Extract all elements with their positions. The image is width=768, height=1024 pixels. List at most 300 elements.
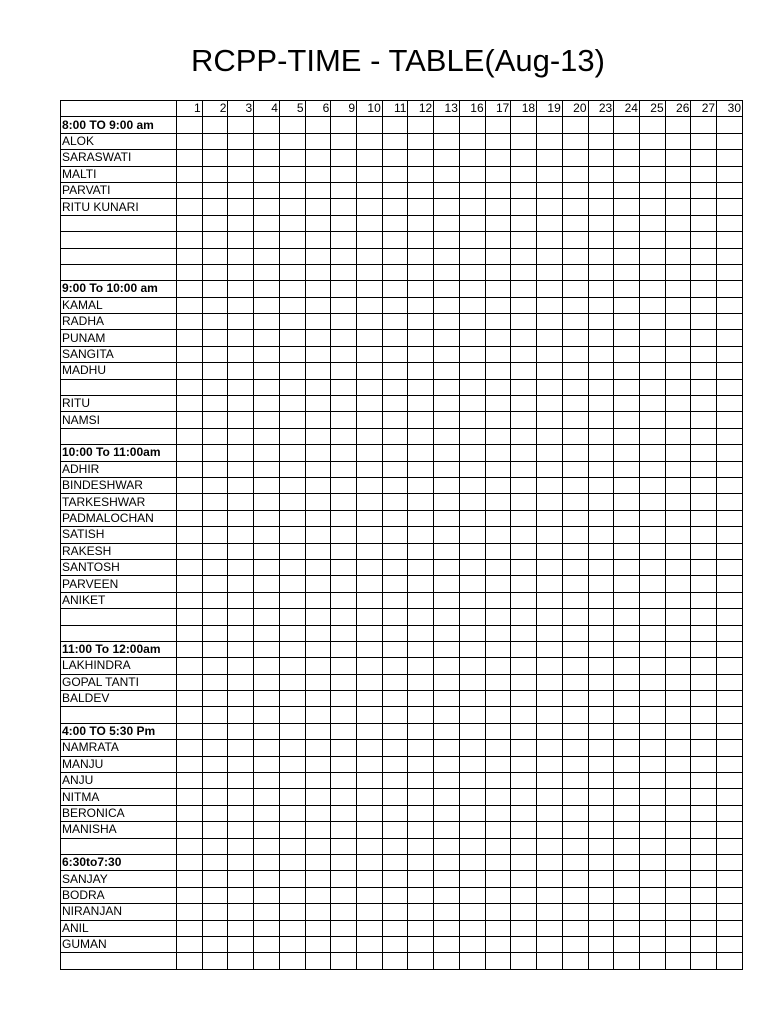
attendance-cell[interactable] bbox=[305, 215, 331, 231]
attendance-cell[interactable] bbox=[588, 871, 614, 887]
attendance-cell[interactable] bbox=[614, 674, 640, 690]
attendance-cell[interactable] bbox=[562, 182, 588, 198]
attendance-cell[interactable] bbox=[434, 363, 460, 379]
attendance-cell[interactable] bbox=[691, 674, 717, 690]
attendance-cell[interactable] bbox=[639, 936, 665, 952]
attendance-cell[interactable] bbox=[434, 461, 460, 477]
attendance-cell[interactable] bbox=[279, 756, 305, 772]
attendance-cell[interactable] bbox=[459, 887, 485, 903]
attendance-cell[interactable] bbox=[177, 396, 203, 412]
attendance-cell[interactable] bbox=[228, 691, 254, 707]
attendance-cell[interactable] bbox=[434, 723, 460, 739]
attendance-cell[interactable] bbox=[331, 527, 357, 543]
attendance-cell[interactable] bbox=[665, 723, 691, 739]
attendance-cell[interactable] bbox=[562, 854, 588, 870]
attendance-cell[interactable] bbox=[357, 314, 383, 330]
attendance-cell[interactable] bbox=[537, 592, 563, 608]
attendance-cell[interactable] bbox=[691, 756, 717, 772]
attendance-cell[interactable] bbox=[331, 346, 357, 362]
attendance-cell[interactable] bbox=[202, 904, 228, 920]
attendance-cell[interactable] bbox=[639, 707, 665, 723]
attendance-cell[interactable] bbox=[434, 592, 460, 608]
attendance-cell[interactable] bbox=[691, 887, 717, 903]
attendance-cell[interactable] bbox=[511, 297, 537, 313]
attendance-cell[interactable] bbox=[279, 740, 305, 756]
attendance-cell[interactable] bbox=[588, 936, 614, 952]
attendance-cell[interactable] bbox=[408, 314, 434, 330]
attendance-cell[interactable] bbox=[434, 854, 460, 870]
attendance-cell[interactable] bbox=[511, 674, 537, 690]
attendance-cell[interactable] bbox=[331, 789, 357, 805]
attendance-cell[interactable] bbox=[408, 723, 434, 739]
attendance-cell[interactable] bbox=[357, 232, 383, 248]
attendance-cell[interactable] bbox=[562, 871, 588, 887]
attendance-cell[interactable] bbox=[588, 330, 614, 346]
attendance-cell[interactable] bbox=[614, 150, 640, 166]
attendance-cell[interactable] bbox=[331, 461, 357, 477]
attendance-cell[interactable] bbox=[434, 215, 460, 231]
attendance-cell[interactable] bbox=[691, 215, 717, 231]
attendance-cell[interactable] bbox=[691, 773, 717, 789]
attendance-cell[interactable] bbox=[537, 559, 563, 575]
attendance-cell[interactable] bbox=[331, 592, 357, 608]
attendance-cell[interactable] bbox=[434, 953, 460, 969]
attendance-cell[interactable] bbox=[202, 658, 228, 674]
attendance-cell[interactable] bbox=[614, 789, 640, 805]
attendance-cell[interactable] bbox=[485, 330, 511, 346]
attendance-cell[interactable] bbox=[177, 281, 203, 297]
attendance-cell[interactable] bbox=[228, 150, 254, 166]
attendance-cell[interactable] bbox=[202, 117, 228, 133]
attendance-cell[interactable] bbox=[382, 215, 408, 231]
attendance-cell[interactable] bbox=[331, 281, 357, 297]
attendance-cell[interactable] bbox=[665, 314, 691, 330]
attendance-cell[interactable] bbox=[537, 363, 563, 379]
attendance-cell[interactable] bbox=[639, 805, 665, 821]
attendance-cell[interactable] bbox=[434, 346, 460, 362]
attendance-cell[interactable] bbox=[177, 117, 203, 133]
attendance-cell[interactable] bbox=[691, 723, 717, 739]
attendance-cell[interactable] bbox=[691, 297, 717, 313]
attendance-cell[interactable] bbox=[639, 346, 665, 362]
attendance-cell[interactable] bbox=[331, 215, 357, 231]
attendance-cell[interactable] bbox=[511, 477, 537, 493]
attendance-cell[interactable] bbox=[305, 887, 331, 903]
attendance-cell[interactable] bbox=[305, 182, 331, 198]
attendance-cell[interactable] bbox=[331, 904, 357, 920]
attendance-cell[interactable] bbox=[177, 379, 203, 395]
attendance-cell[interactable] bbox=[254, 592, 280, 608]
attendance-cell[interactable] bbox=[202, 379, 228, 395]
attendance-cell[interactable] bbox=[691, 822, 717, 838]
attendance-cell[interactable] bbox=[459, 641, 485, 657]
attendance-cell[interactable] bbox=[331, 428, 357, 444]
attendance-cell[interactable] bbox=[408, 805, 434, 821]
attendance-cell[interactable] bbox=[434, 625, 460, 641]
attendance-cell[interactable] bbox=[717, 215, 743, 231]
attendance-cell[interactable] bbox=[357, 166, 383, 182]
attendance-cell[interactable] bbox=[614, 510, 640, 526]
attendance-cell[interactable] bbox=[202, 182, 228, 198]
attendance-cell[interactable] bbox=[717, 346, 743, 362]
attendance-cell[interactable] bbox=[357, 740, 383, 756]
attendance-cell[interactable] bbox=[665, 953, 691, 969]
attendance-cell[interactable] bbox=[537, 740, 563, 756]
attendance-cell[interactable] bbox=[614, 363, 640, 379]
attendance-cell[interactable] bbox=[331, 854, 357, 870]
attendance-cell[interactable] bbox=[665, 641, 691, 657]
attendance-cell[interactable] bbox=[639, 609, 665, 625]
attendance-cell[interactable] bbox=[588, 789, 614, 805]
attendance-cell[interactable] bbox=[665, 543, 691, 559]
attendance-cell[interactable] bbox=[254, 723, 280, 739]
attendance-cell[interactable] bbox=[228, 576, 254, 592]
attendance-cell[interactable] bbox=[228, 445, 254, 461]
attendance-cell[interactable] bbox=[382, 740, 408, 756]
attendance-cell[interactable] bbox=[331, 248, 357, 264]
attendance-cell[interactable] bbox=[177, 854, 203, 870]
attendance-cell[interactable] bbox=[562, 592, 588, 608]
attendance-cell[interactable] bbox=[717, 707, 743, 723]
attendance-cell[interactable] bbox=[562, 281, 588, 297]
attendance-cell[interactable] bbox=[408, 133, 434, 149]
attendance-cell[interactable] bbox=[614, 838, 640, 854]
attendance-cell[interactable] bbox=[665, 182, 691, 198]
attendance-cell[interactable] bbox=[279, 314, 305, 330]
attendance-cell[interactable] bbox=[305, 428, 331, 444]
attendance-cell[interactable] bbox=[588, 314, 614, 330]
attendance-cell[interactable] bbox=[202, 281, 228, 297]
attendance-cell[interactable] bbox=[691, 838, 717, 854]
attendance-cell[interactable] bbox=[228, 363, 254, 379]
attendance-cell[interactable] bbox=[588, 379, 614, 395]
attendance-cell[interactable] bbox=[434, 576, 460, 592]
attendance-cell[interactable] bbox=[434, 641, 460, 657]
attendance-cell[interactable] bbox=[434, 297, 460, 313]
attendance-cell[interactable] bbox=[254, 609, 280, 625]
attendance-cell[interactable] bbox=[485, 920, 511, 936]
attendance-cell[interactable] bbox=[331, 576, 357, 592]
attendance-cell[interactable] bbox=[434, 773, 460, 789]
attendance-cell[interactable] bbox=[279, 773, 305, 789]
attendance-cell[interactable] bbox=[408, 379, 434, 395]
attendance-cell[interactable] bbox=[357, 920, 383, 936]
attendance-cell[interactable] bbox=[537, 805, 563, 821]
attendance-cell[interactable] bbox=[614, 412, 640, 428]
attendance-cell[interactable] bbox=[305, 527, 331, 543]
attendance-cell[interactable] bbox=[177, 428, 203, 444]
attendance-cell[interactable] bbox=[537, 428, 563, 444]
attendance-cell[interactable] bbox=[228, 461, 254, 477]
attendance-cell[interactable] bbox=[408, 756, 434, 772]
attendance-cell[interactable] bbox=[382, 674, 408, 690]
attendance-cell[interactable] bbox=[459, 592, 485, 608]
attendance-cell[interactable] bbox=[485, 461, 511, 477]
attendance-cell[interactable] bbox=[459, 756, 485, 772]
attendance-cell[interactable] bbox=[485, 428, 511, 444]
attendance-cell[interactable] bbox=[537, 166, 563, 182]
attendance-cell[interactable] bbox=[665, 281, 691, 297]
attendance-cell[interactable] bbox=[202, 707, 228, 723]
attendance-cell[interactable] bbox=[408, 641, 434, 657]
attendance-cell[interactable] bbox=[562, 691, 588, 707]
attendance-cell[interactable] bbox=[665, 150, 691, 166]
attendance-cell[interactable] bbox=[639, 363, 665, 379]
attendance-cell[interactable] bbox=[485, 822, 511, 838]
attendance-cell[interactable] bbox=[408, 854, 434, 870]
attendance-cell[interactable] bbox=[331, 166, 357, 182]
attendance-cell[interactable] bbox=[305, 658, 331, 674]
attendance-cell[interactable] bbox=[202, 314, 228, 330]
attendance-cell[interactable] bbox=[357, 346, 383, 362]
attendance-cell[interactable] bbox=[639, 166, 665, 182]
attendance-cell[interactable] bbox=[408, 166, 434, 182]
attendance-cell[interactable] bbox=[459, 297, 485, 313]
attendance-cell[interactable] bbox=[305, 412, 331, 428]
attendance-cell[interactable] bbox=[588, 592, 614, 608]
attendance-cell[interactable] bbox=[485, 248, 511, 264]
attendance-cell[interactable] bbox=[228, 510, 254, 526]
attendance-cell[interactable] bbox=[305, 477, 331, 493]
attendance-cell[interactable] bbox=[485, 740, 511, 756]
attendance-cell[interactable] bbox=[588, 691, 614, 707]
attendance-cell[interactable] bbox=[562, 232, 588, 248]
attendance-cell[interactable] bbox=[691, 477, 717, 493]
attendance-cell[interactable] bbox=[614, 117, 640, 133]
attendance-cell[interactable] bbox=[588, 232, 614, 248]
attendance-cell[interactable] bbox=[562, 527, 588, 543]
attendance-cell[interactable] bbox=[279, 412, 305, 428]
attendance-cell[interactable] bbox=[511, 658, 537, 674]
attendance-cell[interactable] bbox=[382, 559, 408, 575]
attendance-cell[interactable] bbox=[357, 133, 383, 149]
attendance-cell[interactable] bbox=[228, 281, 254, 297]
attendance-cell[interactable] bbox=[279, 379, 305, 395]
attendance-cell[interactable] bbox=[177, 658, 203, 674]
attendance-cell[interactable] bbox=[588, 150, 614, 166]
attendance-cell[interactable] bbox=[305, 609, 331, 625]
attendance-cell[interactable] bbox=[202, 723, 228, 739]
attendance-cell[interactable] bbox=[228, 641, 254, 657]
attendance-cell[interactable] bbox=[717, 936, 743, 952]
attendance-cell[interactable] bbox=[717, 330, 743, 346]
attendance-cell[interactable] bbox=[305, 346, 331, 362]
attendance-cell[interactable] bbox=[665, 576, 691, 592]
attendance-cell[interactable] bbox=[305, 920, 331, 936]
attendance-cell[interactable] bbox=[177, 773, 203, 789]
attendance-cell[interactable] bbox=[434, 609, 460, 625]
attendance-cell[interactable] bbox=[691, 510, 717, 526]
attendance-cell[interactable] bbox=[588, 445, 614, 461]
attendance-cell[interactable] bbox=[537, 264, 563, 280]
attendance-cell[interactable] bbox=[434, 789, 460, 805]
attendance-cell[interactable] bbox=[177, 510, 203, 526]
attendance-cell[interactable] bbox=[691, 953, 717, 969]
attendance-cell[interactable] bbox=[382, 592, 408, 608]
attendance-cell[interactable] bbox=[228, 346, 254, 362]
attendance-cell[interactable] bbox=[202, 756, 228, 772]
attendance-cell[interactable] bbox=[511, 281, 537, 297]
attendance-cell[interactable] bbox=[485, 182, 511, 198]
attendance-cell[interactable] bbox=[614, 396, 640, 412]
attendance-cell[interactable] bbox=[357, 264, 383, 280]
attendance-cell[interactable] bbox=[357, 805, 383, 821]
attendance-cell[interactable] bbox=[717, 150, 743, 166]
attendance-cell[interactable] bbox=[665, 445, 691, 461]
attendance-cell[interactable] bbox=[614, 592, 640, 608]
attendance-cell[interactable] bbox=[511, 314, 537, 330]
attendance-cell[interactable] bbox=[588, 641, 614, 657]
attendance-cell[interactable] bbox=[331, 412, 357, 428]
attendance-cell[interactable] bbox=[254, 527, 280, 543]
attendance-cell[interactable] bbox=[254, 215, 280, 231]
attendance-cell[interactable] bbox=[305, 707, 331, 723]
attendance-cell[interactable] bbox=[382, 297, 408, 313]
attendance-cell[interactable] bbox=[228, 428, 254, 444]
attendance-cell[interactable] bbox=[279, 854, 305, 870]
attendance-cell[interactable] bbox=[459, 953, 485, 969]
attendance-cell[interactable] bbox=[665, 215, 691, 231]
attendance-cell[interactable] bbox=[511, 609, 537, 625]
attendance-cell[interactable] bbox=[382, 756, 408, 772]
attendance-cell[interactable] bbox=[382, 527, 408, 543]
attendance-cell[interactable] bbox=[357, 838, 383, 854]
attendance-cell[interactable] bbox=[382, 117, 408, 133]
attendance-cell[interactable] bbox=[562, 805, 588, 821]
attendance-cell[interactable] bbox=[357, 428, 383, 444]
attendance-cell[interactable] bbox=[511, 330, 537, 346]
attendance-cell[interactable] bbox=[305, 740, 331, 756]
attendance-cell[interactable] bbox=[305, 248, 331, 264]
attendance-cell[interactable] bbox=[511, 691, 537, 707]
attendance-cell[interactable] bbox=[485, 215, 511, 231]
attendance-cell[interactable] bbox=[254, 346, 280, 362]
attendance-cell[interactable] bbox=[357, 822, 383, 838]
attendance-cell[interactable] bbox=[331, 199, 357, 215]
attendance-cell[interactable] bbox=[717, 789, 743, 805]
attendance-cell[interactable] bbox=[228, 117, 254, 133]
attendance-cell[interactable] bbox=[511, 199, 537, 215]
attendance-cell[interactable] bbox=[588, 543, 614, 559]
attendance-cell[interactable] bbox=[177, 248, 203, 264]
attendance-cell[interactable] bbox=[305, 756, 331, 772]
attendance-cell[interactable] bbox=[614, 822, 640, 838]
attendance-cell[interactable] bbox=[434, 838, 460, 854]
attendance-cell[interactable] bbox=[408, 871, 434, 887]
attendance-cell[interactable] bbox=[537, 527, 563, 543]
attendance-cell[interactable] bbox=[562, 707, 588, 723]
attendance-cell[interactable] bbox=[511, 740, 537, 756]
attendance-cell[interactable] bbox=[177, 199, 203, 215]
attendance-cell[interactable] bbox=[357, 379, 383, 395]
attendance-cell[interactable] bbox=[434, 756, 460, 772]
attendance-cell[interactable] bbox=[639, 150, 665, 166]
attendance-cell[interactable] bbox=[202, 674, 228, 690]
attendance-cell[interactable] bbox=[691, 707, 717, 723]
attendance-cell[interactable] bbox=[614, 445, 640, 461]
attendance-cell[interactable] bbox=[279, 428, 305, 444]
attendance-cell[interactable] bbox=[228, 232, 254, 248]
attendance-cell[interactable] bbox=[331, 658, 357, 674]
attendance-cell[interactable] bbox=[177, 641, 203, 657]
attendance-cell[interactable] bbox=[665, 920, 691, 936]
attendance-cell[interactable] bbox=[228, 674, 254, 690]
attendance-cell[interactable] bbox=[434, 150, 460, 166]
attendance-cell[interactable] bbox=[254, 182, 280, 198]
attendance-cell[interactable] bbox=[537, 133, 563, 149]
attendance-cell[interactable] bbox=[382, 510, 408, 526]
attendance-cell[interactable] bbox=[279, 182, 305, 198]
attendance-cell[interactable] bbox=[408, 412, 434, 428]
attendance-cell[interactable] bbox=[228, 543, 254, 559]
attendance-cell[interactable] bbox=[614, 691, 640, 707]
attendance-cell[interactable] bbox=[434, 264, 460, 280]
attendance-cell[interactable] bbox=[357, 723, 383, 739]
attendance-cell[interactable] bbox=[459, 314, 485, 330]
attendance-cell[interactable] bbox=[537, 707, 563, 723]
attendance-cell[interactable] bbox=[691, 232, 717, 248]
attendance-cell[interactable] bbox=[177, 822, 203, 838]
attendance-cell[interactable] bbox=[254, 789, 280, 805]
attendance-cell[interactable] bbox=[665, 330, 691, 346]
attendance-cell[interactable] bbox=[305, 625, 331, 641]
attendance-cell[interactable] bbox=[485, 854, 511, 870]
attendance-cell[interactable] bbox=[665, 773, 691, 789]
attendance-cell[interactable] bbox=[665, 805, 691, 821]
attendance-cell[interactable] bbox=[434, 740, 460, 756]
attendance-cell[interactable] bbox=[305, 953, 331, 969]
attendance-cell[interactable] bbox=[305, 396, 331, 412]
attendance-cell[interactable] bbox=[665, 264, 691, 280]
attendance-cell[interactable] bbox=[691, 150, 717, 166]
attendance-cell[interactable] bbox=[382, 838, 408, 854]
attendance-cell[interactable] bbox=[485, 805, 511, 821]
attendance-cell[interactable] bbox=[691, 199, 717, 215]
attendance-cell[interactable] bbox=[202, 396, 228, 412]
attendance-cell[interactable] bbox=[562, 773, 588, 789]
attendance-cell[interactable] bbox=[177, 559, 203, 575]
attendance-cell[interactable] bbox=[357, 904, 383, 920]
attendance-cell[interactable] bbox=[177, 314, 203, 330]
attendance-cell[interactable] bbox=[717, 674, 743, 690]
attendance-cell[interactable] bbox=[717, 904, 743, 920]
attendance-cell[interactable] bbox=[562, 658, 588, 674]
attendance-cell[interactable] bbox=[202, 264, 228, 280]
attendance-cell[interactable] bbox=[305, 461, 331, 477]
attendance-cell[interactable] bbox=[254, 281, 280, 297]
attendance-cell[interactable] bbox=[562, 756, 588, 772]
attendance-cell[interactable] bbox=[485, 133, 511, 149]
attendance-cell[interactable] bbox=[665, 232, 691, 248]
attendance-cell[interactable] bbox=[665, 117, 691, 133]
attendance-cell[interactable] bbox=[331, 936, 357, 952]
attendance-cell[interactable] bbox=[588, 412, 614, 428]
attendance-cell[interactable] bbox=[357, 609, 383, 625]
attendance-cell[interactable] bbox=[279, 494, 305, 510]
attendance-cell[interactable] bbox=[639, 740, 665, 756]
attendance-cell[interactable] bbox=[459, 182, 485, 198]
attendance-cell[interactable] bbox=[537, 330, 563, 346]
attendance-cell[interactable] bbox=[254, 428, 280, 444]
attendance-cell[interactable] bbox=[382, 789, 408, 805]
attendance-cell[interactable] bbox=[382, 461, 408, 477]
attendance-cell[interactable] bbox=[614, 182, 640, 198]
attendance-cell[interactable] bbox=[639, 297, 665, 313]
attendance-cell[interactable] bbox=[357, 576, 383, 592]
attendance-cell[interactable] bbox=[254, 740, 280, 756]
attendance-cell[interactable] bbox=[485, 412, 511, 428]
attendance-cell[interactable] bbox=[279, 723, 305, 739]
